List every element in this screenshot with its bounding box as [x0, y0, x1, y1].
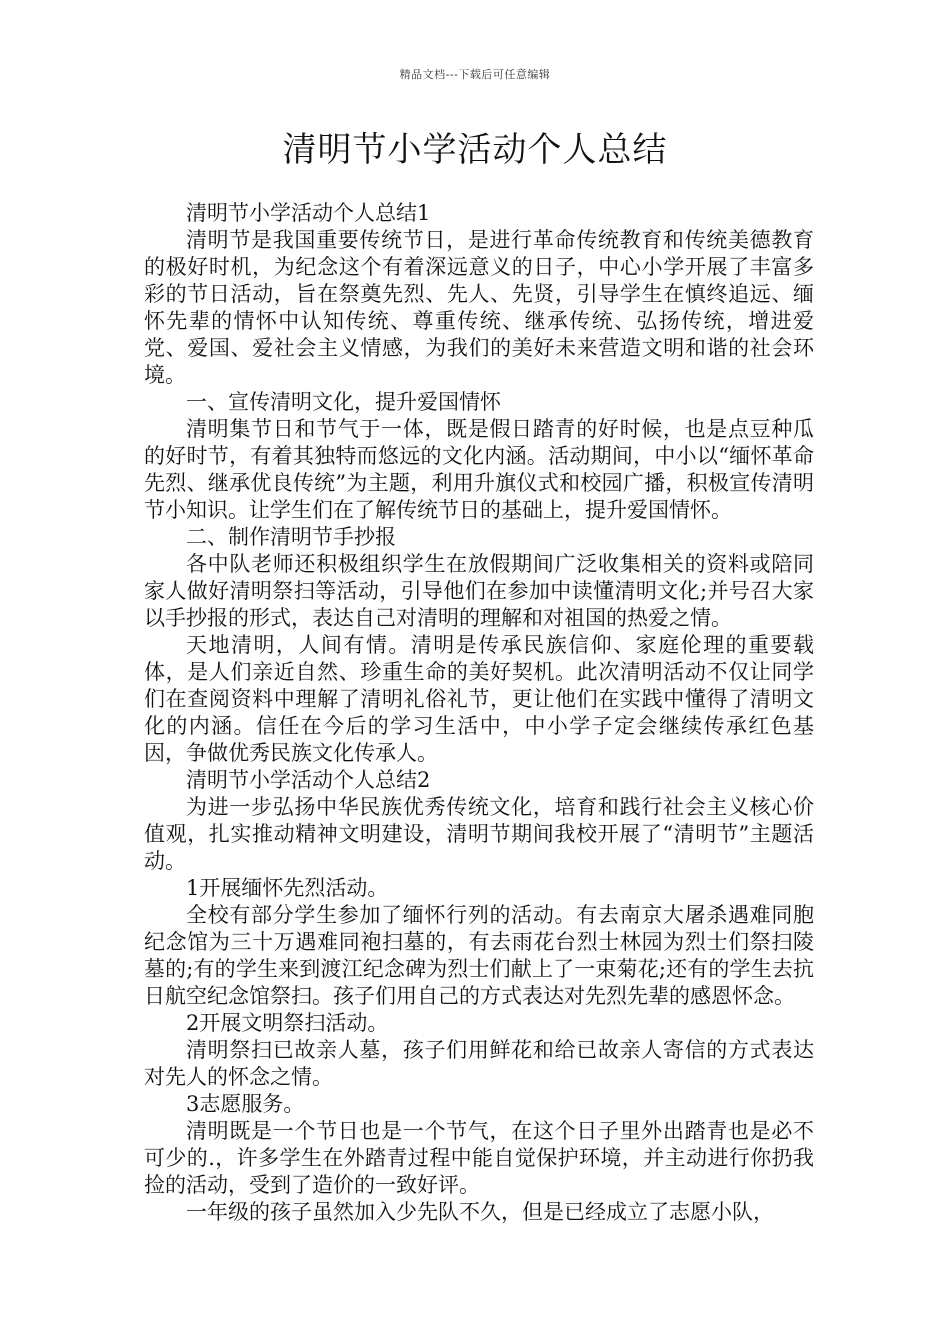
paragraph: 清明既是一个节日也是一个节气，在这个日子里外出踏青也是必不可少的.，许多学生在外踏青过程中能自觉保护环境，并主动进行你扔我捡的活动，受到了造价的一致好评。 [144, 1119, 814, 1197]
paragraph: 清明集节日和节气于一体，既是假日踏青的好时候，也是点豆种瓜的好时节，有着其独特而悠远的文化内涵。活动期间，中小以“缅怀革命先烈、继承优良传统”为主题，利用升旗仪式和校园广播，积极宣传清明节小知识。让学生们在了解传统节日的基础上，提升爱国情怀。 [144, 417, 814, 522]
document-title: 清明节小学活动个人总结 [282, 130, 668, 170]
paragraph-subheading: 一、宣传清明文化，提升爱国情怀 [186, 390, 501, 414]
paragraph: 清明祭扫已故亲人墓，孩子们用鲜花和给已故亲人寄信的方式表达对先人的怀念之情。 [144, 1038, 814, 1089]
paragraph-subheading: 3志愿服务。 [186, 1092, 305, 1116]
paragraph-subheading: 2开展文明祭扫活动。 [186, 1011, 389, 1035]
paragraph: 各中队老师还积极组织学生在放假期间广泛收集相关的资料或陪同家人做好清明祭扫等活动，引导他们在参加中读懂清明文化;并号召大家以手抄报的形式，表达自己对清明的理解和对祖国的热爱之情。 [144, 552, 814, 630]
paragraph: 全校有部分学生参加了缅怀行列的活动。有去南京大屠杀遇难同胞纪念馆为三十万遇难同袍扫墓的，有去雨花台烈士林园为烈士们祭扫陵墓的;有的学生来到渡江纪念碑为烈士们献上了一束菊花;还有的学生去抗日航空纪念馆祭扫。孩子们用自己的方式表达对先烈先辈的感恩怀念。 [144, 903, 814, 1008]
paragraph: 一年级的孩子虽然加入少先队不久，但是已经成立了志愿小队， [186, 1200, 774, 1224]
paragraph-section-heading-2: 清明节小学活动个人总结2 [186, 768, 431, 792]
paragraph: 为进一步弘扬中华民族优秀传统文化，培育和践行社会主义核心价值观，扎实推动精神文明建设，清明节期间我校开展了“清明节”主题活动。 [144, 795, 814, 873]
paragraph-subheading: 1开展缅怀先烈活动。 [186, 876, 389, 900]
document-body [144, 200, 814, 1226]
paragraph-subheading: 二、制作清明节手抄报 [186, 525, 396, 549]
page-header-note: 精品文档---下载后可任意编辑 [399, 68, 551, 81]
paragraph: 天地清明，人间有情。清明是传承民族信仰、家庭伦理的重要载体，是人们亲近自然、珍重生命的美好契机。此次清明活动不仅让同学们在查阅资料中理解了清明礼俗礼节，更让他们在实践中懂得了清明文化的内涵。信任在今后的学习生活中，中小学子定会继续传承红色基因，争做优秀民族文化传承人。 [144, 633, 814, 765]
paragraph-section-heading-1: 清明节小学活动个人总结1 [186, 201, 431, 225]
paragraph: 清明节是我国重要传统节日，是进行革命传统教育和传统美德教育的极好时机，为纪念这个有着深远意义的日子，中心小学开展了丰富多彩的节日活动，旨在祭奠先烈、先人、先贤，引导学生在慎终追远、缅怀先辈的情怀中认知传统、尊重传统、继承传统、弘扬传统，增进爱党、爱国、爱社会主义情感，为我们的美好未来营造文明和谐的社会环境。 [144, 228, 814, 387]
